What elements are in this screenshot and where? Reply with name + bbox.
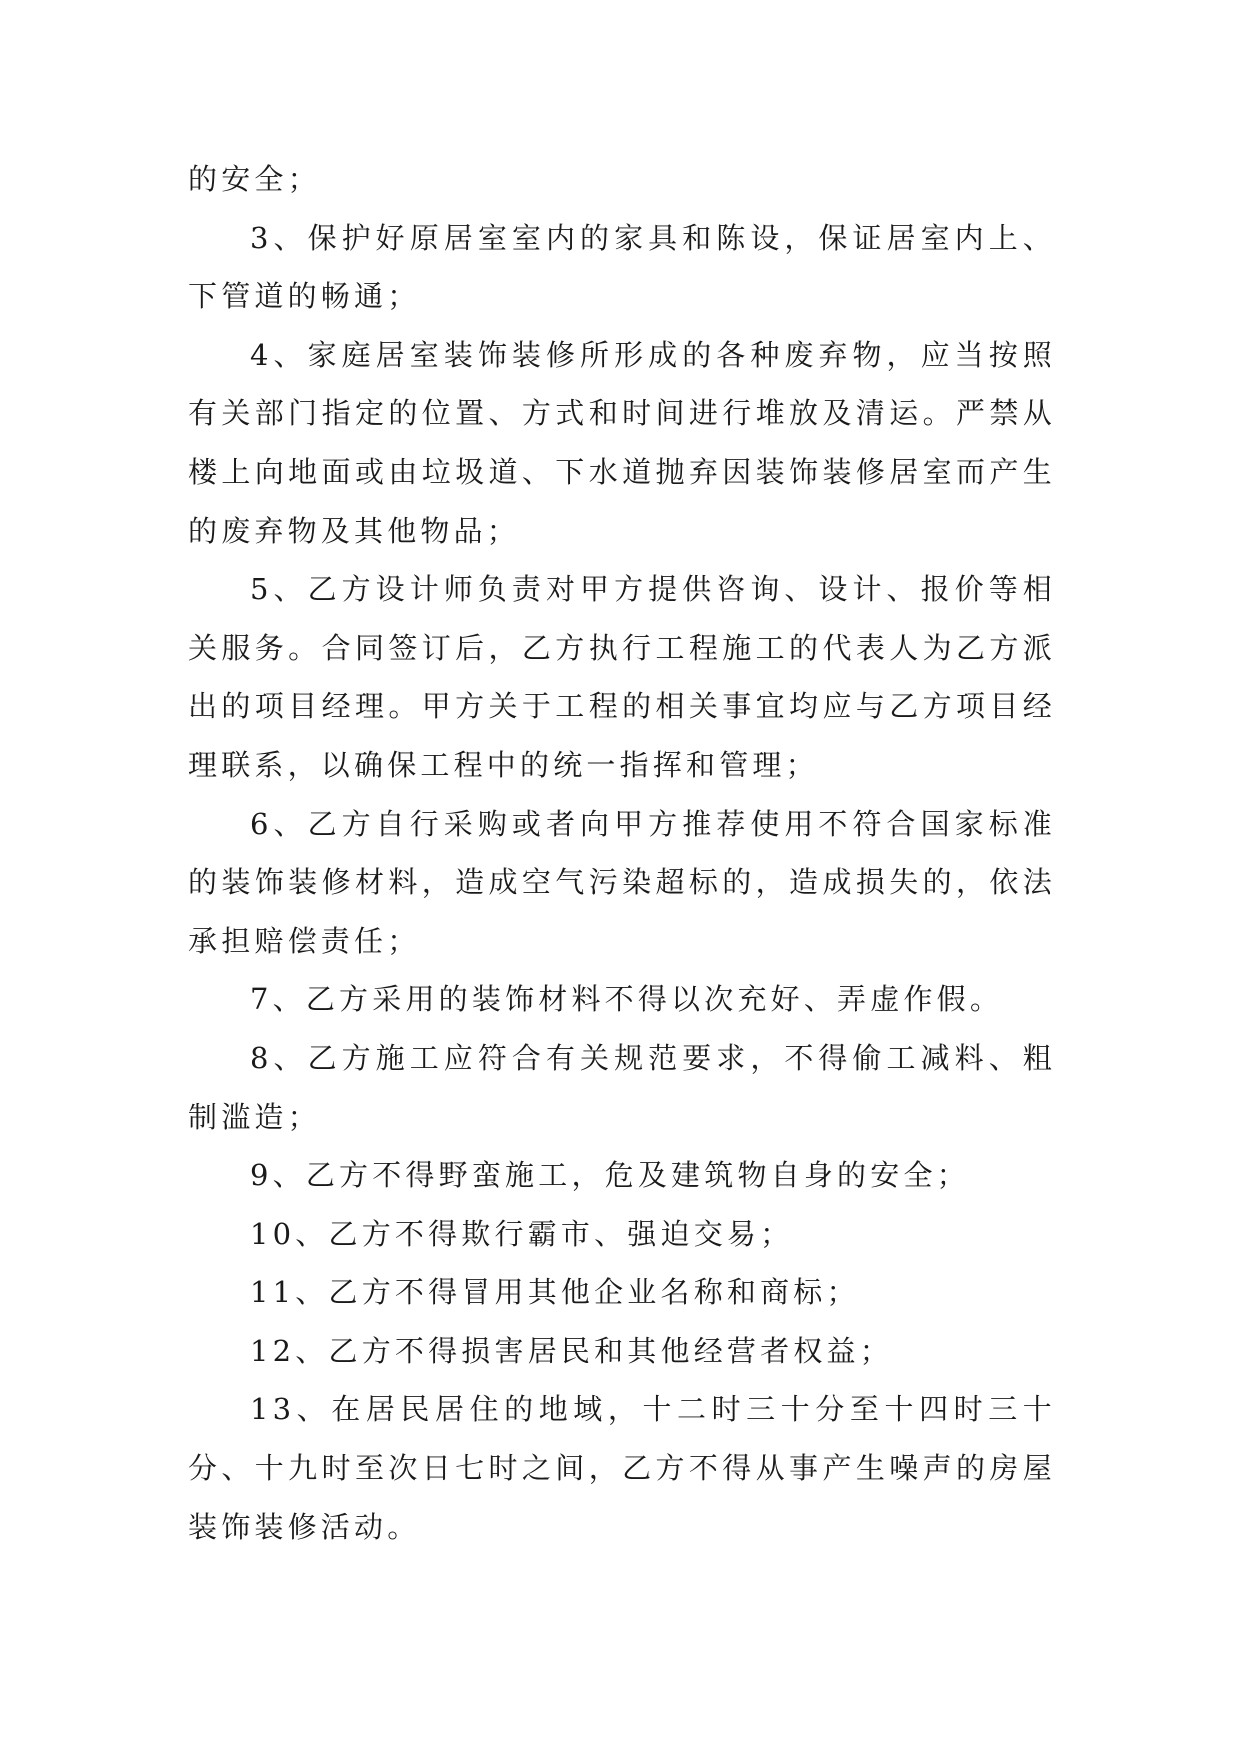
paragraph-item-10: 10、乙方不得欺行霸市、强迫交易； (250, 1216, 794, 1251)
paragraph-item-11: 11、乙方不得冒用其他企业名称和商标； (250, 1275, 860, 1310)
paragraph-item-9: 9、乙方不得野蛮施工，危及建筑物自身的安全； (250, 1158, 970, 1193)
paragraph-item-3: 3、保护好原居室室内的家具和陈设，保证居室内上、下管道的畅通； (188, 220, 1056, 314)
paragraph-item-4: 4、家庭居室装饰装修所形成的各种废弃物，应当按照有关部门指定的位置、方式和时间进行堆放及清运。严禁从楼上向地面或由垃圾道、下水道抛弃因装饰装修居室而产生的废弃物及其他物品； (188, 337, 1056, 548)
document-body (188, 150, 1056, 1556)
paragraph-item-8: 8、乙方施工应符合有关规范要求，不得偷工减料、粗制滥造； (188, 1040, 1056, 1134)
paragraph-continuation: 的安全； (188, 162, 321, 196)
paragraph-item-7: 7、乙方采用的装饰材料不得以次充好、弄虚作假。 (250, 982, 1004, 1017)
paragraph-item-12: 12、乙方不得损害居民和其他经营者权益； (250, 1333, 893, 1368)
paragraph-item-13: 13、在居民居住的地域，十二时三十分至十四时三十分、十九时至次日七时之间，乙方不得从事产生噪声的房屋装饰装修活动。 (188, 1392, 1056, 1544)
paragraph-item-5: 5、乙方设计师负责对甲方提供咨询、设计、报价等相关服务。合同签订后，乙方执行工程施工的代表人为乙方派出的项目经理。甲方关于工程的相关事宜均应与乙方项目经理联系，以确保工程中的统一指挥和管理； (188, 572, 1056, 782)
paragraph-item-6: 6、乙方自行采购或者向甲方推荐使用不符合国家标准的装饰装修材料，造成空气污染超标的，造成损失的，依法承担赔偿责任； (188, 806, 1056, 958)
